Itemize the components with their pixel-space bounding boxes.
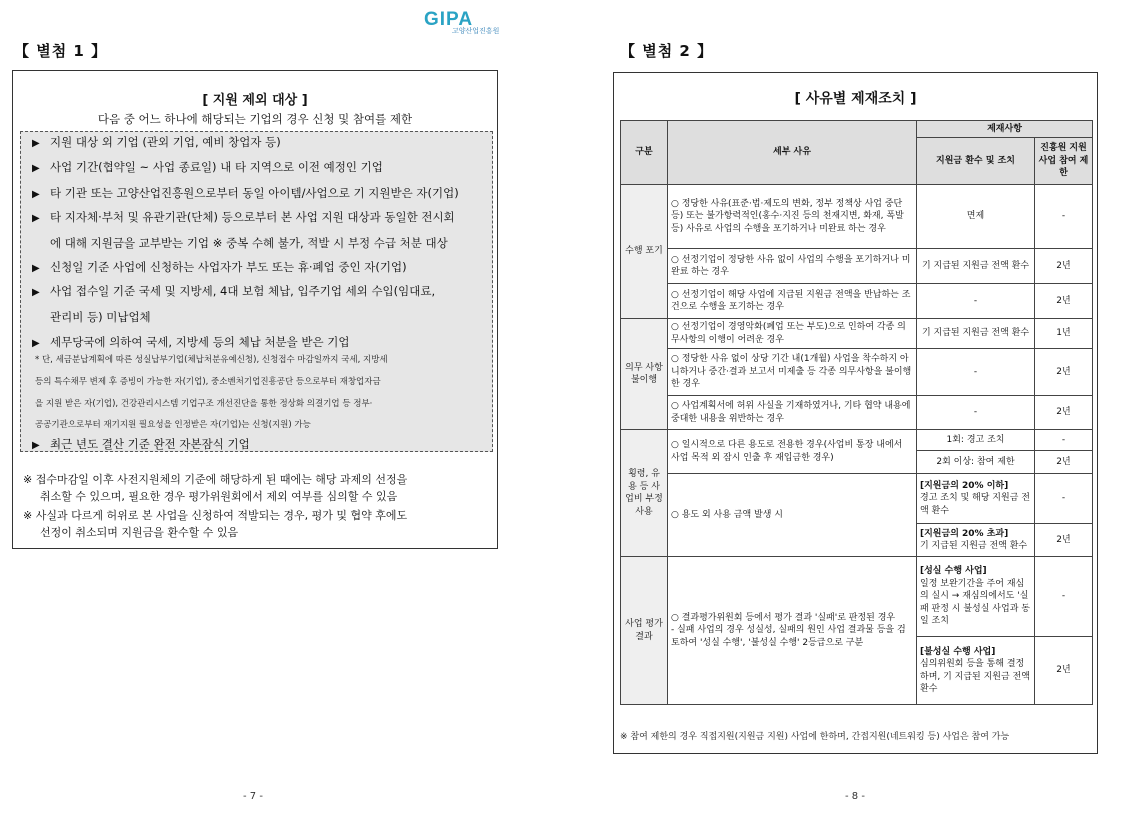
detail-cell: ○ 결과평가위원회 등에서 평가 결과 '실패'로 판정된 경우 - 실패 사업의 경우 성실성, 실패의 원인 사업 결과물 등을 검토하여 '성실 수행', '불성실 수행' 2등급으로 구분: [668, 557, 917, 705]
refund-condition: [성실 수행 사업]: [920, 566, 987, 577]
category-cell: 횡령, 유용 등 사업비 부정 사용: [621, 430, 668, 557]
exception-note-line: 을 지원 받은 자(기업), 건강관리시스템 기업구조 개선진단을 통한 정상화 의결기업 등 정부·: [35, 399, 373, 409]
table-row: [621, 185, 1093, 249]
list-item-continuation: 에 대해 지원금을 교부받는 기업 ※ 중복 수혜 불가, 적발 시 부정 수급 처분 대상: [50, 236, 448, 250]
list-item: ▶ 세무당국에 의하여 국세, 지방세 등의 체납 처분을 받은 기업: [32, 330, 350, 356]
limit-cell: -: [1035, 185, 1093, 249]
triangle-bullet-icon: ▶: [32, 440, 40, 451]
triangle-bullet-icon: ▶: [32, 263, 40, 274]
limit-cell: 2년: [1035, 524, 1093, 557]
triangle-bullet-icon: ▶: [32, 189, 40, 200]
detail-cell: ○ 용도 외 사용 금액 발생 시: [668, 474, 917, 557]
list-item: ▶ 지원 대상 외 기업 (관외 기업, 예비 창업자 등): [32, 130, 281, 156]
limit-cell: 2년: [1035, 637, 1093, 705]
refund-cell: [지원금의 20% 이하] 경고 조치 및 해당 지원금 전액 환수: [917, 474, 1035, 524]
limit-cell: 2년: [1035, 284, 1093, 319]
list-item: ▶ 타 지자체·부처 및 유관기관(단체) 등으로부터 본 사업 지원 대상과 동일한 전시회: [32, 205, 455, 231]
footnote-line: ※ 사실과 다르게 허위로 본 사업을 신청하여 적발되는 경우, 평가 및 협약 후에도: [23, 509, 408, 522]
logo-mark: GIPA: [424, 9, 474, 30]
triangle-bullet-icon: ▶: [32, 287, 40, 298]
sanction-table: [620, 120, 1093, 705]
header-detail: 세부 사유: [668, 121, 917, 185]
refund-condition: [지원금의 20% 초과]: [920, 528, 1009, 539]
refund-cell: [성실 수행 사업] 일정 보완기간을 주어 재심의 실시 → 재심의에서도 '실패 판정 시 불성실 사업과 동일 조치: [917, 557, 1035, 637]
limit-cell: -: [1035, 430, 1093, 451]
gipa-logo: [424, 10, 504, 36]
category-cell: 의무 사항 불이행: [621, 319, 668, 430]
category-cell: 수행 포기: [621, 185, 668, 319]
refund-cell: [지원금의 20% 초과] 기 지급된 지원금 전액 환수: [917, 524, 1035, 557]
refund-cell: 기 지급된 지원금 전액 환수: [917, 249, 1035, 284]
refund-cell: 기 지급된 지원금 전액 환수: [917, 319, 1035, 349]
sanction-box: [613, 72, 1098, 754]
category-cell: 사업 평가 결과: [621, 557, 668, 705]
header-refund: 지원금 환수 및 조치: [917, 138, 1035, 185]
list-item: ▶ 사업 접수일 기준 국세 및 지방세, 4대 보험 체납, 입주기업 세외 수입(임대료,: [32, 279, 435, 305]
table-row: [621, 430, 1093, 451]
page-number: - 7 -: [243, 791, 263, 802]
limit-cell: 2년: [1035, 249, 1093, 284]
refund-cell: -: [917, 284, 1035, 319]
limit-cell: 2년: [1035, 451, 1093, 474]
page-number: - 8 -: [845, 791, 865, 802]
detail-cell: ○ 일시적으로 다른 용도로 전용한 경우(사업비 통장 내에서 사업 목적 외 잠시 인출 후 재입금한 경우): [668, 430, 917, 474]
table-row: [621, 249, 1093, 284]
detail-cell: ○ 선정기업이 경영악화(폐업 또는 부도)으로 인하여 각종 의무사항의 이행이 어려운 경우: [668, 319, 917, 349]
refund-cell: 2회 이상: 참여 제한: [917, 451, 1035, 474]
table-row: [621, 319, 1093, 349]
triangle-bullet-icon: ▶: [32, 213, 40, 224]
appendix-2-label: 【 별첨 2 】: [620, 42, 714, 60]
footnote-line: 선정이 취소되며 지원금을 환수할 수 있음: [40, 526, 239, 539]
refund-cell: [불성실 수행 사업] 심의위원회 등을 통해 결정하며, 기 지급된 지원금 전액 환수: [917, 637, 1035, 705]
exclusion-subtitle: 다음 중 어느 하나에 해당되는 기업의 경우 신청 및 참여를 제한: [97, 112, 413, 126]
refund-condition: [불성실 수행 사업]: [920, 646, 996, 657]
exclusion-list: [20, 131, 493, 452]
limit-cell: -: [1035, 557, 1093, 637]
logo-subtitle: 고양산업진흥원: [452, 27, 500, 35]
participation-note: ※ 참여 제한의 경우 직접지원(지원금 지원) 사업에 한하며, 간접지원(네트워킹 등) 사업은 참여 가능: [620, 732, 1010, 742]
table-row: [621, 396, 1093, 430]
refund-cell: -: [917, 396, 1035, 430]
detail-cell: ○ 선정기업이 정당한 사유 없이 사업의 수행을 포기하거나 미완료 하는 경우: [668, 249, 917, 284]
footnote-line: ※ 접수마감일 이후 사전지원체의 기준에 해당하게 된 때에는 해당 과제의 선정을: [23, 473, 408, 486]
table-row: [621, 474, 1093, 524]
header-sanction: 제재사항: [917, 121, 1093, 138]
exclusion-title: [ 지원 제외 대상 ]: [202, 93, 308, 108]
limit-cell: 2년: [1035, 396, 1093, 430]
sanction-title: [ 사유별 제재조치 ]: [794, 91, 917, 107]
detail-cell: ○ 선정기업이 해당 사업에 지급된 지원금 전액을 반납하는 조건으로 수행을 포기하는 경우: [668, 284, 917, 319]
appendix-1-label: 【 별첨 1 】: [14, 42, 108, 60]
detail-cell: ○ 정당한 사유 없이 상당 기간 내(1개월) 사업을 착수하지 아니하거나 중간·결과 보고서 미제출 등 각종 의무사항을 불이행한 경우: [668, 349, 917, 396]
exception-note-line: 공공기관으로부터 재기지원 필요성을 인정받은 자(기업)는 신청(지원) 가능: [35, 420, 311, 430]
list-item: ▶ 신청일 기준 사업에 신청하는 사업자가 부도 또는 휴·폐업 중인 자(기업): [32, 255, 407, 281]
limit-cell: 1년: [1035, 319, 1093, 349]
list-item: ▶ 타 기관 또는 고양산업진흥원으로부터 동일 아이템/사업으로 기 지원받은 자(기업): [32, 181, 459, 207]
footnote-line: 취소할 수 있으며, 필요한 경우 평가위원회에서 제외 여부를 심의할 수 있음: [40, 490, 398, 503]
limit-cell: -: [1035, 474, 1093, 524]
list-item: ▶ 최근 년도 결산 기준 완전 자본잠식 기업: [32, 432, 250, 458]
table-row: [621, 349, 1093, 396]
limit-cell: 2년: [1035, 349, 1093, 396]
detail-cell: ○ 사업계획서에 허위 사실을 기재하였거나, 기타 협약 내용에 중대한 내용을 위반하는 경우: [668, 396, 917, 430]
triangle-bullet-icon: ▶: [32, 338, 40, 349]
refund-cell: -: [917, 349, 1035, 396]
exclusion-box: [12, 70, 498, 549]
list-item-continuation: 관리비 등) 미납업체: [50, 310, 151, 324]
detail-cell: ○ 정당한 사유(표준·법·제도의 변화, 정부 정책상 사업 중단 등) 또는 불가항력적인(홍수·지진 등의 천재지변, 화재, 폭발 등) 사유로 사업의 수행을 포기하거나 미완료 하는 경우: [668, 185, 917, 249]
exception-note-line: * 단, 세금분납계획에 따른 성실납부기업(체납처분유예신청), 신청접수 마감일까지 국세, 지방세: [35, 355, 388, 365]
refund-condition: [지원금의 20% 이하]: [920, 480, 1009, 491]
header-category: 구분: [621, 121, 668, 185]
table-row: [621, 557, 1093, 637]
triangle-bullet-icon: ▶: [32, 138, 40, 149]
exception-note-line: 등의 특수채무 변제 후 증빙이 가능한 자(기업), 중소벤처기업진흥공단 등으로부터 재창업자금: [35, 377, 381, 387]
triangle-bullet-icon: ▶: [32, 163, 40, 174]
table-row: [621, 284, 1093, 319]
refund-cell: 1회: 경고 조치: [917, 430, 1035, 451]
header-limit: 진흥원 지원사업 참여 제한: [1035, 138, 1093, 185]
list-item: ▶ 사업 기간(협약일 ~ 사업 종료일) 내 타 지역으로 이전 예정인 기업: [32, 155, 383, 181]
refund-cell: 면제: [917, 185, 1035, 249]
